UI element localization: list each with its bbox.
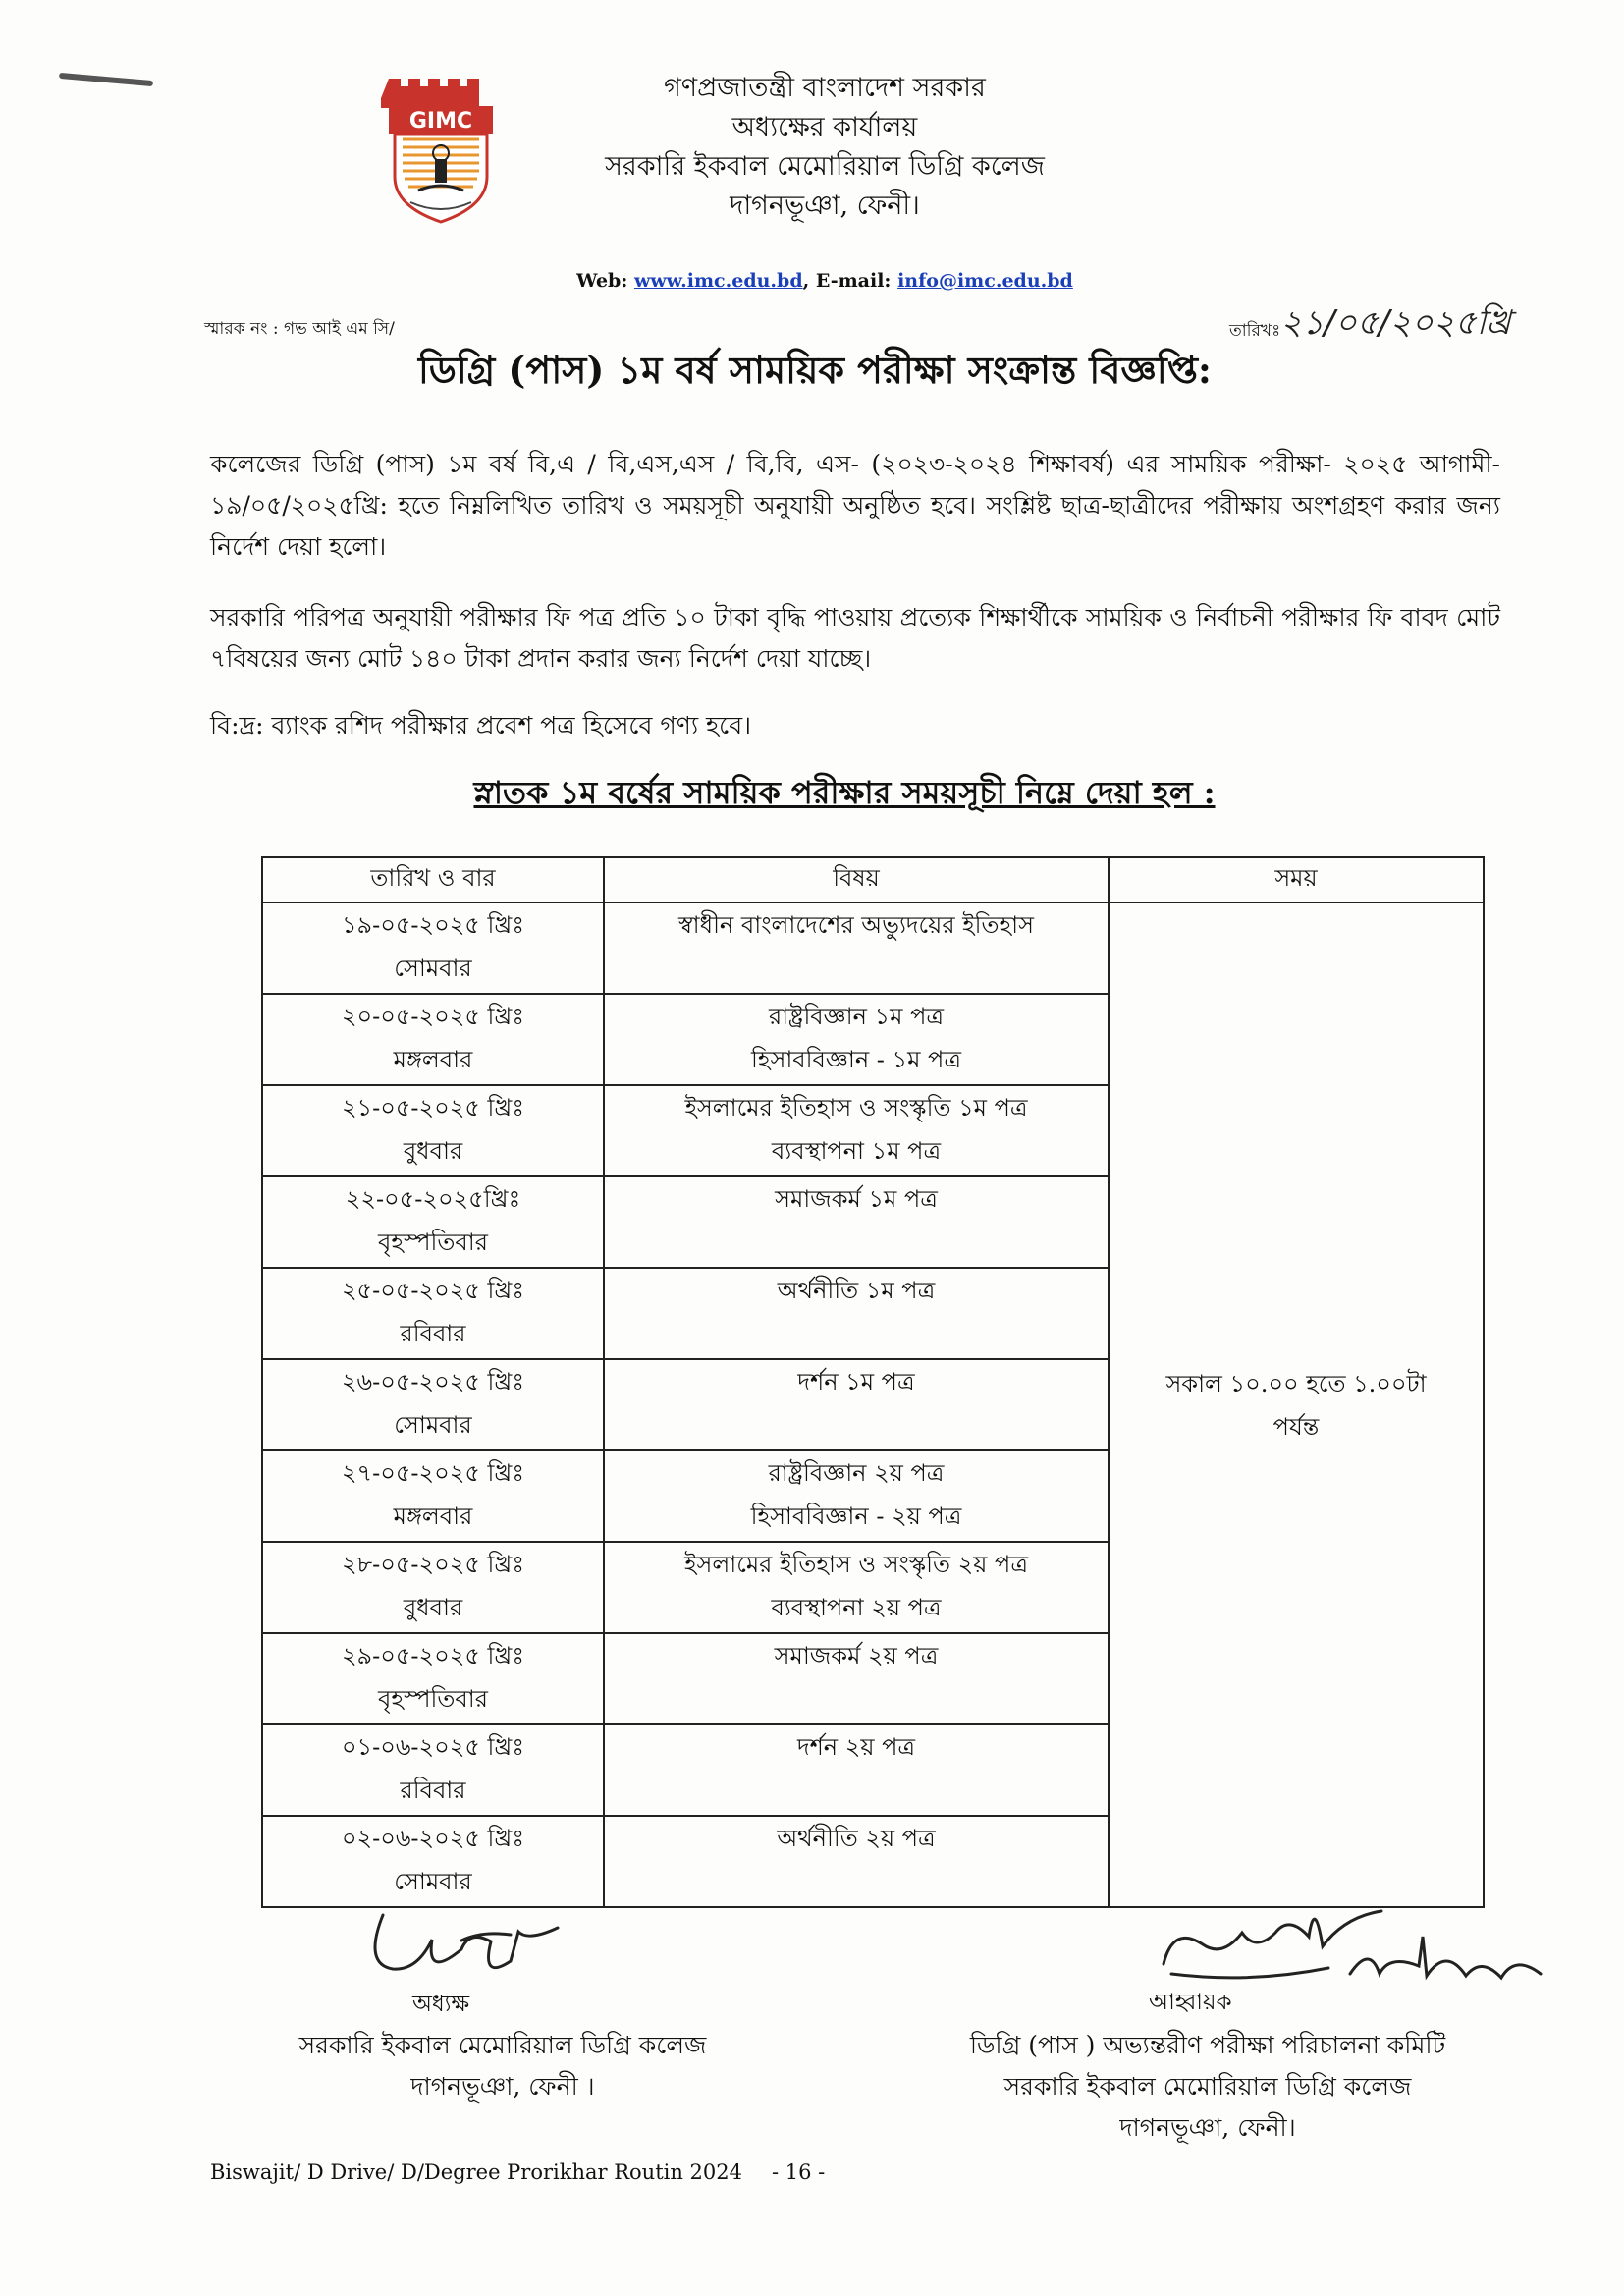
date-cell (262, 1542, 604, 1633)
notice-title: ডিগ্রি (পাস) ১ম বর্ষ সাময়িক পরীক্ষা সংক্রান্ত বিজ্ঞপ্তি: (418, 348, 1212, 392)
subject: হিসাববিজ্ঞান - ২য় পত্র (750, 1503, 962, 1530)
subject-cell (604, 902, 1109, 994)
govt-line: গণপ্রজাতন্ত্রী বাংলাদেশ সরকার (664, 73, 986, 103)
college-address: দাগনভূঞা, ফেনী। (730, 191, 920, 221)
office-header (550, 69, 1100, 226)
subject-cell (604, 1359, 1109, 1450)
exam-date: ১৯-০৫-২০২৫ খ্রিঃ (341, 911, 525, 939)
convener-title: আহ্বায়ক (1149, 1990, 1232, 2015)
exam-date: ২৮-০৫-২০২৫ খ্রিঃ (341, 1551, 525, 1578)
header-time: সময় (1109, 857, 1484, 902)
exam-date: ২৯-০৫-২০২৫ খ্রিঃ (341, 1642, 525, 1669)
exam-date: ০১-০৬-২০২৫ খ্রিঃ (341, 1733, 525, 1761)
exam-date: ২৫-০৫-২০২৫ খ্রিঃ (341, 1277, 525, 1304)
date-cell (262, 1359, 604, 1450)
convener-committee: ডিগ্রি (পাস ) অভ্যন্তরীণ পরীক্ষা পরিচালনা কমিটি (969, 2031, 1446, 2059)
exam-date: ২৭-০৫-২০২৫ খ্রিঃ (341, 1459, 525, 1487)
subject: ইসলামের ইতিহাস ও সংস্কৃতি ২য় পত্র (684, 1551, 1028, 1578)
date-cell (262, 1450, 604, 1542)
table-row (262, 902, 1484, 994)
exam-day: বৃহস্পতিবার (378, 1685, 488, 1713)
college-logo (381, 69, 501, 226)
exam-date: ২০-০৫-২০২৫ খ্রিঃ (341, 1003, 525, 1030)
exam-day: বুধবার (403, 1594, 463, 1621)
page-number: - 16 - (772, 2160, 826, 2184)
convener-college: সরকারি ইকবাল মেমোরিয়াল ডিগ্রি কলেজ (1003, 2072, 1412, 2101)
principal-college: সরকারি ইকবাল মেমোরিয়াল ডিগ্রি কলেজ (298, 2031, 707, 2059)
subject: সমাজকর্ম ১ম পত্র (775, 1185, 938, 1213)
date-cell (262, 902, 604, 994)
file-path-footer: Biswajit/ D Drive/ D/Degree Prorikhar Routin 2024 (210, 2160, 743, 2184)
header-subject: বিষয় (604, 857, 1109, 902)
subject-cell (604, 1176, 1109, 1268)
subject-cell (604, 1724, 1109, 1816)
subject-cell (604, 1085, 1109, 1176)
exam-day: রবিবার (400, 1320, 466, 1347)
schedule-heading: স্নাতক ১ম বর্ষের সাময়িক পরীক্ষার সময়সূচী নিম্নে দেয়া হল : (473, 774, 1216, 811)
exam-day: রবিবার (400, 1777, 466, 1804)
subject: রাষ্ট্রবিজ্ঞান ১ম পত্র (768, 1003, 944, 1030)
principal-address: দাগনভূঞা, ফেনী । (410, 2072, 595, 2101)
date-cell (262, 1176, 604, 1268)
exam-date: ০২-০৬-২০২৫ খ্রিঃ (341, 1825, 525, 1852)
notice-paragraph-2: সরকারি পরিপত্র অনুযায়ী পরীক্ষার ফি পত্র প্রতি ১০ টাকা বৃদ্ধি পাওয়ায় প্রত্যেক শিক্ষার্থীকে সাময়িক ও নির্বাচনী পরীক্ষার ফি বাবদ মোট ৭বিষয়ের জন্য মোট ১৪০ টাকা প্রদান করার জন্য নির্দেশ দেয়া যাচ্ছে। (210, 603, 1500, 673)
subject: দর্শন ২য় পত্র (796, 1733, 916, 1761)
exam-routine-table (261, 856, 1485, 1908)
memo-number: স্মারক নং : গভ আই এম সি/ (204, 319, 395, 339)
exam-day: বৃহস্পতিবার (378, 1229, 488, 1256)
subject-cell (604, 1633, 1109, 1724)
email-link[interactable]: info@imc.edu.bd (897, 270, 1073, 292)
subject: হিসাববিজ্ঞান - ১ম পত্র (751, 1046, 961, 1073)
exam-day: বুধবার (403, 1137, 463, 1165)
date-cell (262, 1816, 604, 1907)
principal-signature (353, 1895, 609, 1984)
subject-cell (604, 1542, 1109, 1633)
web-label: Web: (576, 270, 634, 292)
subject: ইসলামের ইতিহাস ও সংস্কৃতি ১ম পত্র (684, 1094, 1028, 1121)
office-line: অধ্যক্ষের কার্যালয় (731, 112, 918, 142)
exam-time-end: পর্যন্ত (1272, 1412, 1320, 1441)
subject-cell (604, 1816, 1109, 1907)
exam-day: সোমবার (394, 955, 472, 982)
date-cell (262, 994, 604, 1085)
date-label: তারিখঃ (1229, 321, 1281, 341)
subject: রাষ্ট্রবিজ্ঞান ২য় পত্র (768, 1459, 945, 1487)
time-cell (1109, 902, 1484, 1907)
subject: ব্যবস্থাপনা ১ম পত্র (771, 1137, 942, 1165)
email-label: , E-mail: (802, 270, 898, 292)
principal-title: অধ্যক্ষ (412, 1992, 470, 2017)
scan-mark (59, 73, 153, 86)
table-header-row (262, 857, 1484, 902)
subject-cell (604, 1450, 1109, 1542)
principal-block (277, 2025, 729, 2107)
exam-day: সোমবার (394, 1868, 472, 1895)
exam-date: ২৬-০৫-২০২৫ খ্রিঃ (341, 1368, 525, 1395)
exam-day: মঙ্গলবার (393, 1046, 473, 1073)
date-cell (262, 1085, 604, 1176)
date-cell (262, 1633, 604, 1724)
svg-text:২১/০৫/২০২৫খ্রি: ২১/০৫/২০২৫খ্রি (1280, 303, 1511, 343)
subject: অর্থনীতি ২য় পত্র (777, 1825, 936, 1852)
exam-time: সকাল ১০.০০ হতে ১.০০টা (1165, 1369, 1427, 1397)
notice-paragraph-1: কলেজের ডিগ্রি (পাস) ১ম বর্ষ বি,এ / বি,এস,এস / বি,বি, এস- (২০২৩-২০২৪ শিক্ষাবর্ষ) এর সাময়িক পরীক্ষা- ২০২৫ আগামী- ১৯/০৫/২০২৫খ্রি: হতে নিম্নলিখিত তারিখ ও সময়সূচী অনুযায়ী অনুষ্ঠিত হবে। সংশ্লিষ্ট ছাত্র-ছাত্রীদের পরীক্ষায় অংশগ্রহণ করার জন্য নির্দেশ দেয়া হলো। (210, 450, 1500, 561)
exam-date: ২২-০৫-২০২৫খ্রিঃ (345, 1185, 521, 1213)
notice-note: বি:দ্র: ব্যাংক রশিদ পরীক্ষার প্রবেশ পত্র হিসেবে গণ্য হবে। (210, 711, 752, 739)
website-link[interactable]: www.imc.edu.bd (633, 270, 803, 292)
date-cell (262, 1724, 604, 1816)
subject: সমাজকর্ম ২য় পত্র (774, 1642, 939, 1669)
college-name: সরকারি ইকবাল মেমোরিয়াল ডিগ্রি কলেজ (605, 151, 1045, 182)
subject: দর্শন ১ম পত্র (797, 1368, 915, 1395)
subject: ব্যবস্থাপনা ২য় পত্র (771, 1594, 942, 1621)
exam-day: মঙ্গলবার (393, 1503, 473, 1530)
subject: স্বাধীন বাংলাদেশের অভ্যুদয়ের ইতিহাস (678, 911, 1034, 939)
exam-day: সোমবার (394, 1411, 472, 1439)
exam-date: ২১-০৫-২০২৫ খ্রিঃ (341, 1094, 525, 1121)
date-cell (262, 1268, 604, 1359)
convener-address: দাগনভূঞা, ফেনী। (1119, 2113, 1296, 2142)
logo-text: GIMC (408, 109, 473, 134)
header-date: তারিখ ও বার (262, 857, 604, 902)
subject-cell (604, 1268, 1109, 1359)
convener-block (933, 2025, 1483, 2149)
subject: অর্থনীতি ১ম পত্র (777, 1277, 936, 1304)
contact-links (511, 270, 1139, 292)
subject-cell (604, 994, 1109, 1085)
